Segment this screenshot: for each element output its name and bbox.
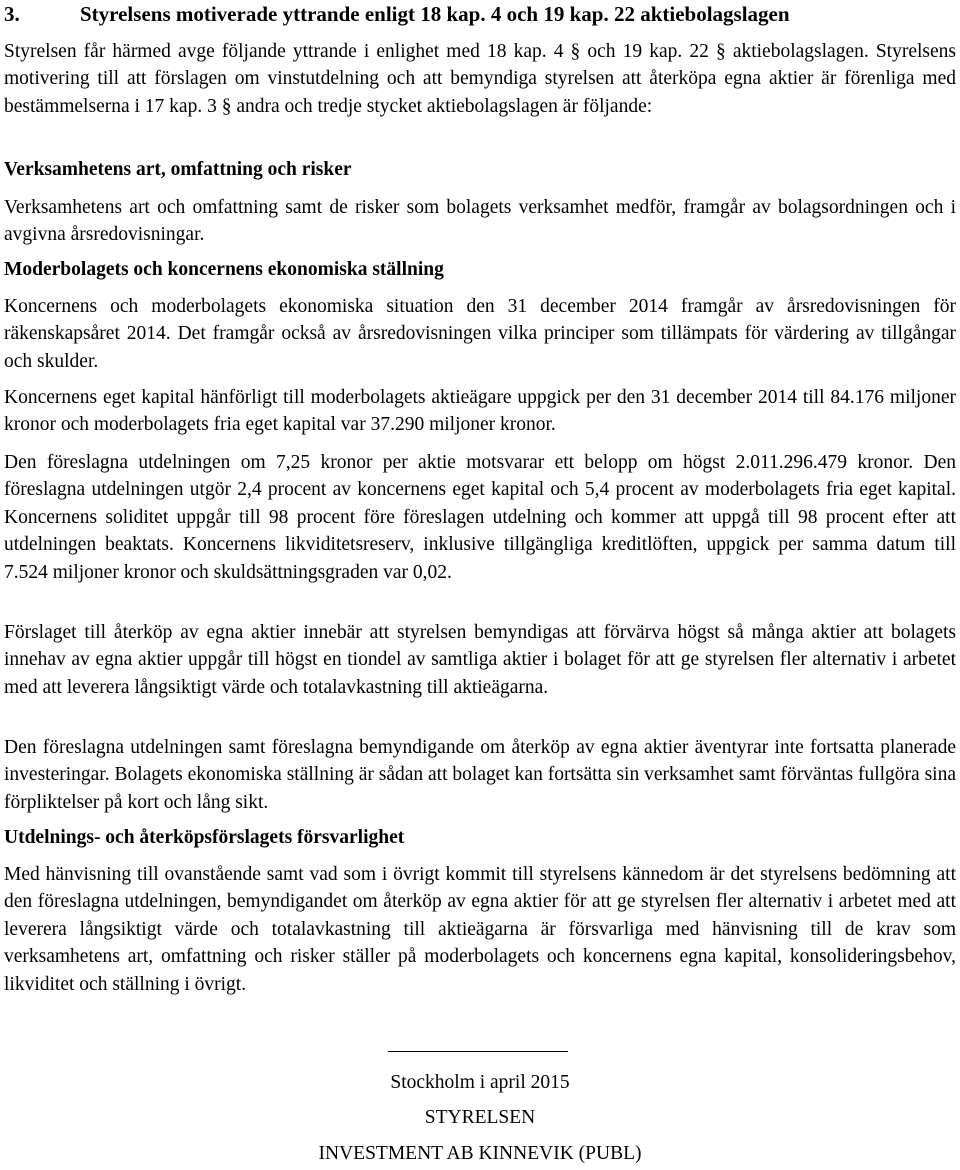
subheading-verksamhet: Verksamhetens art, omfattning och risker bbox=[4, 159, 352, 180]
paragraph-forsvarlighet: Med hänvisning till ovanstående samt vad som i övrigt kommit till styrelsens kännedom är det styrelsens bedömning att den föreslagna utdelningen, bemyndigandet om återköp av egna aktier för att ge styrelsen fler alternativ i arbetet med att leverera långsiktigt värde och totalavkastning till aktieägarna är försvarliga med hänvisning till de krav som verksamhetens art, omfattning och risker ställer på moderbolagets och koncernens egna kapital, konsolideringsbehov, likviditet och ställning i övrigt. bbox=[4, 864, 956, 995]
paragraph-ekonomisk-situation: Koncernens och moderbolagets ekonomiska situation den 31 december 2014 framgår av årsredovisningen för räkenskapsåret 2014. Det framgår också av årsredovisningen vilka principer som tillämpats för värdering av tillgångar och skulder. bbox=[4, 296, 956, 372]
section-title: Styrelsens motiverade yttrande enligt 18 kap. 4 och 19 kap. 22 aktiebolagslagen bbox=[80, 2, 790, 26]
signature-company: INVESTMENT AB KINNEVIK (PUBL) bbox=[318, 1143, 642, 1164]
paragraph-aterkop: Förslaget till återköp av egna aktier innebär att styrelsen bemyndigas att förvärva högst så många aktier att bolagets innehav av egna aktier uppgår till högst en tiondel av samtliga aktier i bolaget för att ge styrelsen fler alternativ i arbetet med att leverera långsiktigt värde och totalavkastning till aktieägarna. bbox=[4, 622, 956, 698]
paragraph-utdelning: Den föreslagna utdelningen om 7,25 kronor per aktie motsvarar ett belopp om högst 2.011.296.479 kronor. Den föreslagna utdelningen utgör 2,4 procent av koncernens eget kapital och 5,4 procent av moderbolagets fria eget kapital. Koncernens soliditet uppgår till 98 procent före föreslagen utdelning och kommer att uppgå till 98 procent efter att utdelningen beaktats. Koncernens likviditetsreserv, inklusive tillgängliga kreditlöften, uppgick per samma datum till 7.524 miljoner kronor och skuldsättningsgraden var 0,02. bbox=[4, 452, 956, 583]
intro-paragraph: Styrelsen får härmed avge följande yttrande i enlighet med 18 kap. 4 § och 19 kap. 22 § aktiebolagslagen. Styrelsens motivering till att förslagen om vinstutdelning och att bemyndiga styrelsen att återköpa egna aktier är förenliga med bestämmelserna i 17 kap. 3 § andra och tredje stycket aktiebolagslagen är följande: bbox=[4, 41, 956, 117]
subheading-ekonomisk-stallning: Moderbolagets och koncernens ekonomiska ställning bbox=[4, 259, 444, 280]
section-number: 3. bbox=[4, 2, 20, 26]
subheading-forsvarlighet: Utdelnings- och återköpsförslagets försvarlighet bbox=[4, 827, 405, 848]
paragraph-eget-kapital: Koncernens eget kapital hänförligt till moderbolagets aktieägare uppgick per den 31 december 2014 till 84.176 miljoner kronor och moderbolagets fria eget kapital var 37.290 miljoner kronor. bbox=[4, 387, 956, 436]
signature-place-date: Stockholm i april 2015 bbox=[390, 1072, 570, 1093]
paragraph-investeringar: Den föreslagna utdelningen samt föreslagna bemyndigande om återköp av egna aktier äventyrar inte fortsatta planerade investeringar. Bolagets ekonomiska ställning är sådan att bolaget kan fortsätta sin verksamhet samt förväntas fullgöra sina förpliktelser på kort och lång sikt. bbox=[4, 737, 956, 813]
section-heading bbox=[4, 2, 790, 26]
paragraph-verksamhet: Verksamhetens art och omfattning samt de risker som bolagets verksamhet medför, framgår av bolagsordningen och i avgivna årsredovisningar. bbox=[4, 197, 956, 246]
signature-line bbox=[388, 1051, 568, 1052]
signature-board: STYRELSEN bbox=[424, 1107, 536, 1128]
